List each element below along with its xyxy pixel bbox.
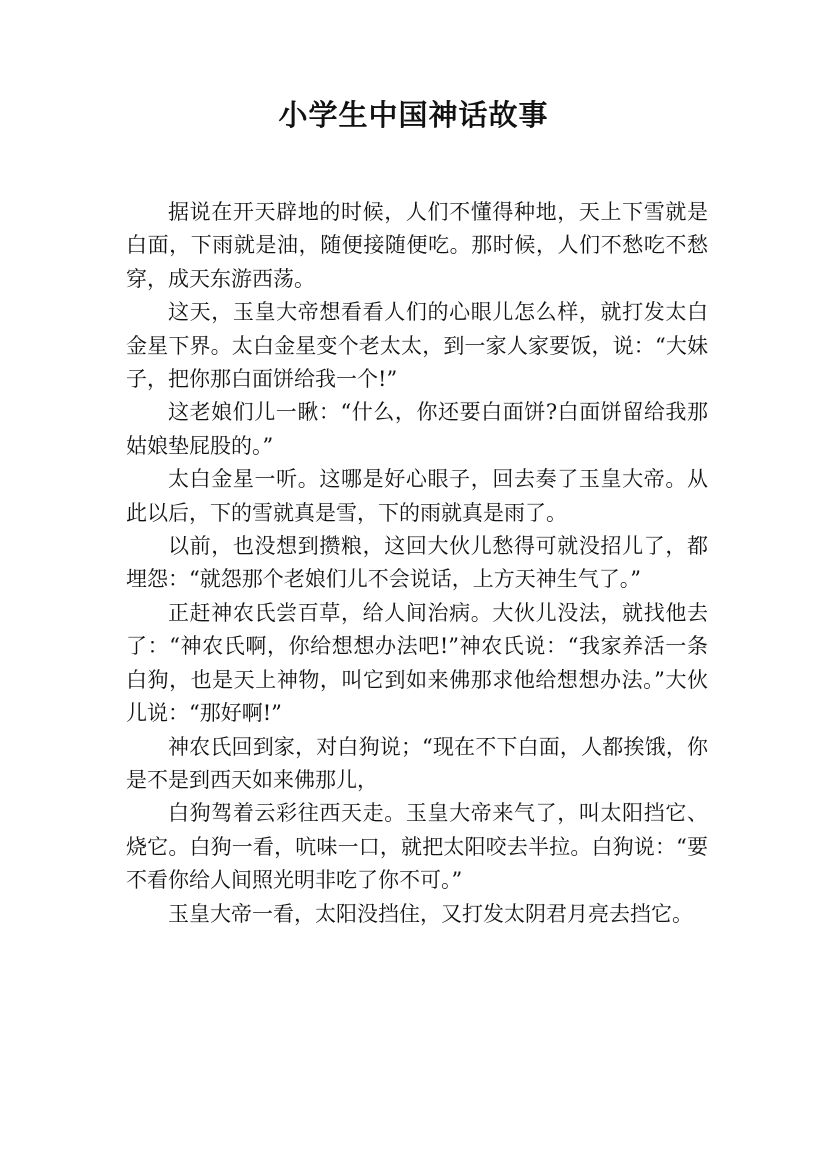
- paragraph-6: 正赶神农氏尝百草，给人间治病。大伙儿没法，就找他去了：“神农氏啊，你给想想办法吧!”神农氏说：“我家养活一条白狗，也是天上神物，叫它到如来佛那求他给想想办法。”大伙儿说：“那好啊!”: [126, 600, 708, 726]
- page-title: 小学生中国神话故事: [278, 98, 549, 132]
- paragraph-7: 神农氏回到家，对白狗说；“现在不下白面，人都挨饿，你是不是到西天如来佛那儿，: [126, 734, 708, 792]
- paragraph-1: 据说在开天辟地的时候，人们不懂得种地，天上下雪就是白面，下雨就是油，随便接随便吃。那时候，人们不愁吃不愁穿，成天东游西荡。: [126, 200, 708, 291]
- paragraph-8: 白狗驾着云彩往西天走。玉皇大帝来气了，叫太阳挡它、烧它。白狗一看，吭味一口，就把太阳咬去半拉。白狗说：“要不看你给人间照光明非吃了你不可。”: [126, 801, 708, 893]
- paragraph-3: 这老娘们儿一瞅：“什么，你还要白面饼?白面饼留给我那姑娘垫屁股的。”: [126, 400, 708, 458]
- paragraph-9: 玉皇大帝一看，太阳没挡住，又打发太阴君月亮去挡它。: [168, 901, 693, 926]
- paragraph-2: 这天，玉皇大帝想看看人们的心眼儿怎么样，就打发太白金星下界。太白金星变个老太太，到一家人家要饭，说：“大妹子，把你那白面饼给我一个!”: [126, 300, 708, 392]
- paragraph-4: 太白金星一听。这哪是好心眼子，回去奏了玉皇大帝。从此以后，下的雪就真是雪，下的雨就真是雨了。: [126, 467, 708, 525]
- document-body: [126, 196, 708, 931]
- paragraph-5: 以前，也没想到攒粮，这回大伙儿愁得可就没招儿了，都埋怨：“就怨那个老娘们儿不会说话，上方天神生气了。”: [126, 534, 708, 592]
